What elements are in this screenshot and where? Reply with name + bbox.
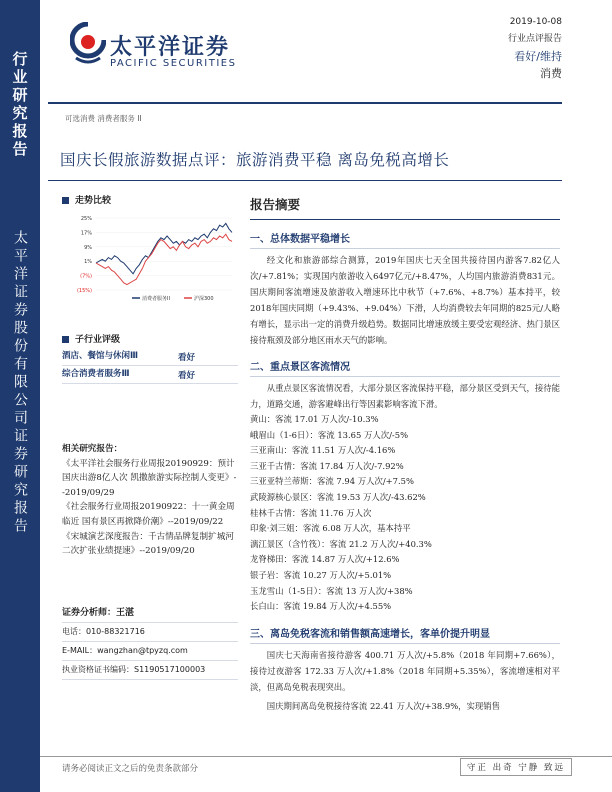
section-paragraph: 从重点景区客流情况看，大部分景区客流保持平稳，部分景区受到天气，接待能力，道路交通，游客避峰出行等因素影响客流下滑。 [250, 383, 560, 409]
list-item: 玉龙雪山（1-5日）：客流 13 万人次/+38% [250, 585, 413, 596]
trend-chart [62, 212, 238, 302]
sidebar-top-label: 行业研究报告 [10, 51, 29, 159]
related-item[interactable]: 《社会服务行业周报20190922：十一黄金周临近 国有景区再掀降价潮》--2019/09/22 [62, 502, 235, 527]
y-tick-label: 9% [84, 244, 92, 251]
legend-label: 消费者服务II [142, 296, 170, 302]
list-item: 桂林千古情：客流 11.76 万人次 [250, 507, 372, 518]
list-item: 龙脊梯田：客流 14.87 万人次/+12.6% [250, 554, 400, 565]
list-item: 三亚南山：客流 11.51 万人次/-4.16% [250, 445, 396, 456]
section-paragraph: 国庆期间离岛免税接待客流 22.41 万人次/+38.9%，实现销售 [266, 700, 501, 711]
list-item: 银子岩：客流 10.27 万人次/+5.01% [250, 569, 392, 580]
sidebar-bottom-label: 太平洋证券股份有限公司证券研究报告 [12, 230, 28, 536]
table-row [62, 348, 238, 366]
pacific-securities-logo [70, 22, 106, 66]
legend-label: 沪深300 [194, 296, 214, 302]
section-paragraph: 国庆七天海南省接待游客 400.71 万人次/+5.8%（2018 年同期+7.66%），接待过夜游客 172.33 万人次/+1.8%（2018 年同期+5.35%），客流增速相对平淡，但离岛免税表现突出。 [250, 649, 560, 692]
table-row [62, 366, 238, 384]
industry-name: 综合消费者服务Ⅲ [62, 369, 130, 379]
footer-divider [40, 756, 612, 757]
y-tick-label: 25% [80, 216, 92, 222]
series-line [96, 223, 232, 273]
logo-name-en: PACIFIC SECURITIES [110, 58, 237, 69]
summary-title: 报告摘要 [250, 195, 560, 220]
footer-motto: 守正 出奇 宁静 致远 [460, 758, 572, 776]
title-divider [48, 180, 562, 181]
section-paragraph: 经文化和旅游部综合测算，2019年国庆七天全国共接待国内游客7.82亿人次/+7.81%；实现国内旅游收入6497亿元/+8.47%，人均国内旅游消费831元。国庆期间客流增速及旅游收入增速环比中秋节（+7.6%、+8.7%）基本持平，较2018年国庆同期（+9.43%、+9.04%）下滑，人均消费较去年同期的825元/人略有增长，显示出一定的消费升级趋势。数据同比增速放缓主要受宏观经济、热门景区接待瓶颈及部分地区雨水天气的影响。 [250, 255, 560, 345]
header-divider [48, 102, 562, 104]
sidebar [0, 0, 40, 792]
sub-rating-heading: 子行业评级 [62, 332, 120, 345]
sector-label: 消费 [540, 67, 562, 80]
industry-name: 酒店、餐馆与休闲Ⅲ [62, 351, 139, 361]
related-item[interactable]: 《太平洋社会服务行业周报20190929：预计国庆出游8亿人次 凯撒旅游实际控制人变更》--2019/09/29 [62, 458, 237, 498]
square-bullet-icon [62, 336, 69, 343]
y-tick-label: (7%) [80, 273, 92, 280]
summary-column [250, 195, 560, 714]
analyst-email[interactable]: E-MAIL：wangzhan@tpyzq.com [62, 642, 238, 661]
related-item[interactable]: 《宋城演艺深度报告：千古情品牌复制扩城河 二次扩张业绩提速》--2019/09/20 [62, 531, 234, 557]
trend-heading: 走势比较 [62, 193, 111, 206]
industry-rating-value: 看好 [178, 352, 196, 363]
analyst-license: 执业资格证书编码：S1190517100003 [62, 661, 238, 680]
list-item: 三亚亚特兰蒂斯：客流 7.94 万人次/+7.5% [250, 476, 414, 487]
list-item: 长白山：客流 19.84 万人次/+4.55% [250, 601, 392, 612]
logo-name-cn: 太平洋证券 [110, 35, 231, 60]
list-item: 峨眉山（1-6日）：客流 13.65 万人次/-5% [250, 429, 409, 440]
square-bullet-icon [62, 197, 69, 204]
list-item: 黄山：客流 17.01 万人次/-10.3% [250, 414, 379, 424]
footer-disclaimer: 请务必阅读正文之后的免责条款部分 [62, 764, 199, 774]
analyst-heading: 证券分析师：王湛 [62, 604, 238, 623]
series-line [96, 234, 232, 284]
analyst-info [62, 604, 238, 680]
y-tick-label: 1% [84, 259, 92, 266]
sub-rating-table [62, 348, 238, 384]
y-tick-label: (15%) [76, 288, 92, 294]
list-item: 漓江景区（含竹筏）：客流 21.2 万人次/+40.3% [250, 538, 432, 549]
list-item: 三亚千古情：客流 17.84 万人次/-7.92% [250, 460, 404, 471]
breadcrumb: 可选消费 消费者服务 II [65, 114, 142, 123]
list-item: 武陵源核心景区：客流 19.53 万人次/-43.62% [250, 491, 426, 502]
y-tick-label: 17% [80, 230, 92, 237]
industry-rating: 看好/维持 [514, 50, 562, 63]
scenic-spot-list [250, 412, 560, 615]
analyst-phone: 电话：010-88321716 [62, 623, 238, 642]
report-date: 2019-10-08 [509, 17, 562, 27]
page-title: 国庆长假旅游数据点评：旅游消费平稳 离岛免税高增长 [60, 151, 450, 169]
section-heading: 一、总体数据平稳增长 [250, 230, 560, 249]
section-heading: 三、离岛免税客流和销售额高速增长，客单价提升明显 [250, 625, 560, 644]
related-heading: 相关研究报告： [62, 444, 123, 454]
industry-rating-value: 看好 [178, 370, 196, 381]
header-meta [508, 14, 562, 82]
related-reports [62, 442, 238, 559]
list-item: 印象·刘三姐：客流 6.08 万人次，基本持平 [250, 523, 411, 534]
section-heading: 二、重点景区客流情况 [250, 358, 560, 377]
report-type: 行业点评报告 [507, 34, 562, 44]
